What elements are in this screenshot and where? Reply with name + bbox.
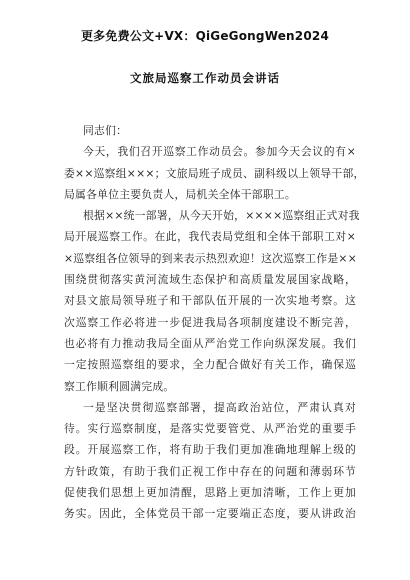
body-line: 一定按照巡察组的要求，全力配合做好有关工作，确保巡 (64, 358, 356, 372)
document-body (64, 120, 365, 525)
body-line: 待。实行巡察制度，是落实党要管党、从严治党的重要手 (64, 422, 356, 436)
document-title: 文旅局巡察工作动员会讲话 (130, 71, 280, 85)
body-line: 根据××统一部署，从今天开始，××××巡察组正式对我 (83, 209, 360, 223)
body-line: ×巡察组各位领导的到来表示热烈欢迎！这次巡察工作是×× (64, 251, 358, 265)
body-line: 段。开展巡察工作，将有助于我们更加准确地理解上级的 (64, 443, 356, 457)
body-line: 局属各单位主要负责人，局机关全体干部职工。 (64, 187, 296, 201)
promo-header: 更多免费公文+VX：QiGeGongWen2024 (80, 29, 329, 43)
body-line: 促使我们思想上更加清醒，思路上更加清晰，工作上更加 (64, 486, 356, 500)
body-line: 委××巡察组×××；文旅局班子成员、副科级以上领导干部， (64, 166, 365, 180)
body-line: 今天，我们召开巡察工作动员会。参加今天会议的有× (83, 145, 356, 159)
body-line: 也必将有力推动我局全面从严治党工作向纵深发展。我们 (64, 336, 356, 350)
body-line: 察工作顺利圆满完成。 (64, 379, 175, 393)
body-line: 对县文旅局领导班子和干部队伍开展的一次实地考察。这 (64, 294, 356, 308)
body-line: 方针政策，有助于我们正视工作中存在的问题和薄弱环节 (64, 464, 356, 478)
salutation: 同志们： (83, 124, 128, 137)
body-line: 局开展巡察工作。在此，我代表局党组和全体干部职工对× (64, 230, 356, 244)
body-line: 次巡察工作必将进一步促进我局各项制度建设不断完善， (64, 315, 356, 329)
body-line: 一是坚决贯彻巡察部署，提高政治站位，严肃认真对 (83, 400, 356, 414)
body-line: 围绕贯彻落实黄河流域生态保护和高质量发展国家战略， (64, 273, 356, 287)
body-line: 务实。因此，全体党员干部一定要端正态度，要从讲政治 (64, 507, 356, 521)
